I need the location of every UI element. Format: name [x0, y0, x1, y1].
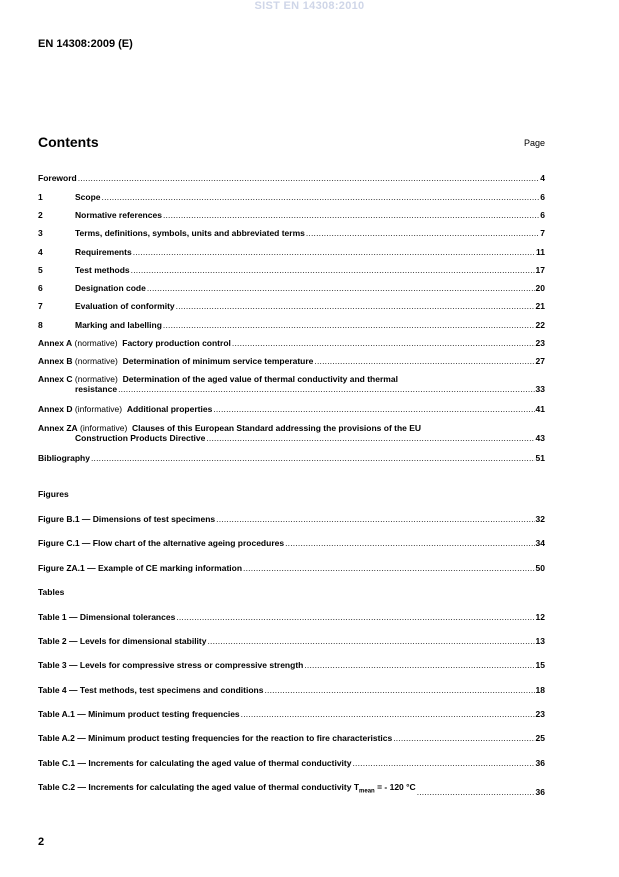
toc-page: 23	[535, 709, 545, 719]
toc-title: Table 3 — Levels for compressive stress or compressive strength	[38, 660, 304, 670]
toc-entry-annex-b[interactable]	[38, 356, 545, 366]
toc-title: Table 1 — Dimensional tolerances	[38, 612, 176, 622]
toc-title: Bibliography	[38, 453, 90, 463]
toc-title: Foreword	[38, 173, 77, 183]
toc-page: 18	[535, 685, 545, 695]
toc-entry-requirements[interactable]	[38, 247, 545, 257]
toc-leader	[118, 384, 534, 394]
toc-number: 5	[38, 265, 43, 275]
toc-leader	[232, 338, 535, 348]
toc-entry-table[interactable]	[38, 782, 545, 797]
toc-leader	[102, 192, 540, 202]
toc-entry-table[interactable]	[38, 636, 545, 646]
figures-heading: Figures	[38, 489, 69, 499]
tables-heading: Tables	[38, 587, 65, 597]
annex-kind: (informative)	[74, 404, 123, 414]
toc-leader	[306, 228, 539, 238]
toc-leader	[213, 404, 534, 414]
toc-title: Factory production control	[122, 338, 231, 348]
toc-entry-designation-code[interactable]	[38, 283, 545, 293]
toc-title: Table A.1 — Minimum product testing frequencies	[38, 709, 240, 719]
toc-entry-annex-d[interactable]	[38, 404, 545, 414]
watermark: SIST EN 14308:2010	[254, 0, 365, 12]
toc-title: Marking and labelling	[75, 320, 162, 330]
toc-title: Figure B.1 — Dimensions of test specimens	[38, 514, 216, 524]
toc-page: 22	[535, 320, 545, 330]
toc-page: 36	[535, 758, 545, 768]
toc-page: 6	[540, 210, 545, 220]
annex-kind: (normative)	[74, 356, 118, 366]
toc-title: Terms, definitions, symbols, units and abbreviated terms	[75, 228, 305, 238]
toc-page: 43	[535, 433, 545, 443]
subscript-mean: mean	[359, 788, 375, 795]
toc-page: 50	[535, 563, 545, 573]
toc-page: 25	[535, 733, 545, 743]
toc-page: 12	[535, 612, 545, 622]
toc-page: 33	[535, 384, 545, 394]
toc-title: Figure C.1 — Flow chart of the alternative ageing procedures	[38, 538, 285, 548]
toc-page: 6	[540, 192, 545, 202]
toc-entry-evaluation-of-conformity[interactable]	[38, 301, 545, 311]
toc-leader	[206, 433, 534, 443]
document-id: EN 14308:2009 (E)	[38, 38, 133, 50]
toc-leader	[216, 514, 534, 524]
toc-leader	[285, 538, 534, 548]
toc-title: Table 2 — Levels for dimensional stability	[38, 636, 207, 646]
annex-kind: (informative)	[80, 423, 128, 433]
toc-page: 36	[535, 786, 545, 797]
toc-leader	[163, 320, 535, 330]
toc-leader	[91, 453, 535, 463]
toc-title-continued: Construction Products Directive	[75, 433, 206, 443]
toc-title: Requirements	[75, 247, 132, 257]
annex-label: Annex B	[38, 356, 73, 366]
table-of-contents	[38, 0, 545, 877]
toc-entry-scope[interactable]	[38, 192, 545, 202]
toc-number: 8	[38, 320, 43, 330]
toc-number: 3	[38, 228, 43, 238]
toc-leader	[163, 210, 539, 220]
toc-number: 7	[38, 301, 43, 311]
page-column-label: Page	[523, 138, 545, 148]
toc-title: Clauses of this European Standard addressing the provisions of the EU	[132, 423, 422, 433]
toc-title: Determination of minimum service temperature	[122, 356, 314, 366]
toc-entry-normative-references[interactable]	[38, 210, 545, 220]
toc-page: 11	[536, 247, 545, 257]
annex-kind: (normative)	[74, 338, 118, 348]
toc-number: 1	[38, 192, 43, 202]
toc-page: 32	[535, 514, 545, 524]
toc-page: 23	[535, 338, 545, 348]
toc-entry-annex-a[interactable]	[38, 338, 545, 348]
toc-leader	[314, 356, 534, 366]
toc-entry-table[interactable]	[38, 612, 545, 622]
toc-leader	[147, 283, 535, 293]
toc-number: 6	[38, 283, 43, 293]
toc-leader	[241, 709, 535, 719]
toc-page: 51	[535, 453, 545, 463]
toc-leader	[393, 733, 534, 743]
toc-entry-annex-za[interactable]	[38, 423, 545, 443]
toc-leader	[176, 612, 534, 622]
toc-entry-table[interactable]	[38, 709, 545, 719]
toc-page: 17	[535, 265, 545, 275]
toc-leader	[131, 265, 535, 275]
toc-title: Determination of the aged value of thermal conductivity and thermal	[122, 374, 398, 384]
toc-title: Table A.2 — Minimum product testing frequencies for the reaction to fire characteristics	[38, 733, 393, 743]
toc-leader	[352, 758, 534, 768]
toc-leader	[304, 660, 534, 670]
annex-label: Annex D	[38, 404, 73, 414]
toc-title: Normative references	[75, 210, 162, 220]
toc-title: Additional properties	[126, 404, 213, 414]
toc-page: 41	[535, 404, 545, 414]
toc-leader	[133, 247, 535, 257]
toc-leader	[176, 301, 535, 311]
toc-leader	[243, 563, 535, 573]
toc-entry-bibliography[interactable]	[38, 453, 545, 463]
toc-title-continued: resistance	[75, 384, 118, 394]
toc-entry-foreword[interactable]	[38, 173, 545, 183]
toc-leader	[264, 685, 534, 695]
toc-page: 4	[540, 173, 545, 183]
toc-entry-table[interactable]	[38, 685, 545, 695]
toc-entry-table[interactable]	[38, 758, 545, 768]
toc-title: Test methods	[75, 265, 130, 275]
toc-title: Table 4 — Test methods, test specimens and conditions	[38, 685, 264, 695]
toc-leader	[78, 173, 540, 183]
toc-entry-figure[interactable]	[38, 514, 545, 524]
toc-entry-table[interactable]	[38, 733, 545, 743]
toc-page: 21	[535, 301, 545, 311]
page-number: 2	[38, 836, 45, 848]
annex-label: Annex ZA	[38, 423, 78, 433]
annex-label: Annex A	[38, 338, 73, 348]
toc-leader	[207, 636, 534, 646]
toc-entry-annex-c[interactable]	[38, 374, 545, 394]
toc-page: 27	[535, 356, 545, 366]
toc-title	[38, 782, 416, 797]
toc-entry-marking-and-labelling[interactable]	[38, 320, 545, 330]
toc-page: 15	[535, 660, 545, 670]
toc-number: 4	[38, 247, 43, 257]
toc-entry-terms[interactable]	[38, 228, 545, 238]
toc-title: Figure ZA.1 — Example of CE marking information	[38, 563, 243, 573]
toc-entry-test-methods[interactable]	[38, 265, 545, 275]
toc-title: Table C.1 — Increments for calculating the aged value of thermal conductivity	[38, 758, 352, 768]
toc-page: 7	[540, 228, 545, 238]
annex-kind: (normative)	[74, 374, 118, 384]
toc-entry-figure[interactable]	[38, 563, 545, 573]
toc-title-text: Table C.2 — Increments for calculating the aged value of thermal conductivity T	[38, 782, 360, 792]
toc-page: 34	[535, 538, 545, 548]
toc-page: 13	[535, 636, 545, 646]
toc-title-suffix: = - 120 °C	[374, 782, 416, 792]
toc-leader	[417, 787, 535, 797]
toc-number: 2	[38, 210, 43, 220]
toc-entry-table[interactable]	[38, 660, 545, 670]
toc-title: Evaluation of conformity	[75, 301, 175, 311]
contents-title: Contents	[38, 134, 99, 150]
toc-title: Designation code	[75, 283, 146, 293]
annex-label: Annex C	[38, 374, 73, 384]
toc-page: 20	[535, 283, 545, 293]
toc-entry-figure[interactable]	[38, 538, 545, 548]
toc-title: Scope	[75, 192, 101, 202]
